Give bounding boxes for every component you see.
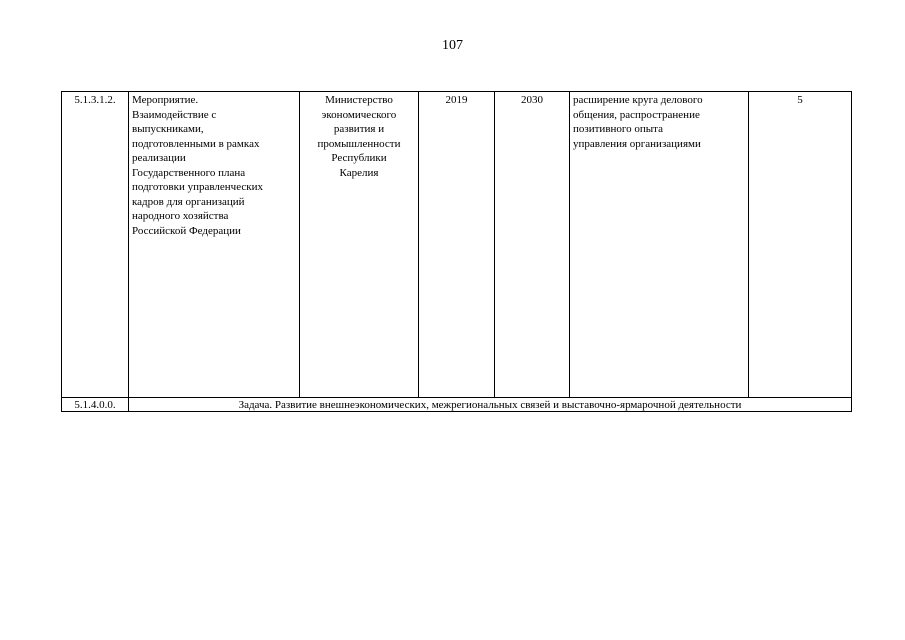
task-row [62, 398, 852, 412]
indicator-cell: 5 [749, 92, 852, 398]
task-description-cell: Задача. Развитие внешнеэкономических, межрегиональных связей и выставочно-ярмарочной деятельности [129, 398, 852, 412]
page-number: 107 [442, 38, 463, 53]
executor-cell: Министерство экономического развития и промышленности Республики Карелия [300, 92, 419, 398]
start-year-cell: 2019 [419, 92, 495, 398]
expected-result-cell: расширение круга делового общения, распространение позитивного опыта управления организациями [570, 92, 749, 398]
row-code-cell: 5.1.3.1.2. [62, 92, 129, 398]
task-code-cell: 5.1.4.0.0. [62, 398, 129, 412]
plan-table [61, 91, 852, 412]
table-row [62, 92, 852, 398]
end-year-cell: 2030 [495, 92, 570, 398]
activity-name-cell: Мероприятие. Взаимодействие с выпускниками, подготовленными в рамках реализации Государственного плана подготовки управленческих кадров для организаций народного хозяйства Российской Федерации [129, 92, 300, 398]
